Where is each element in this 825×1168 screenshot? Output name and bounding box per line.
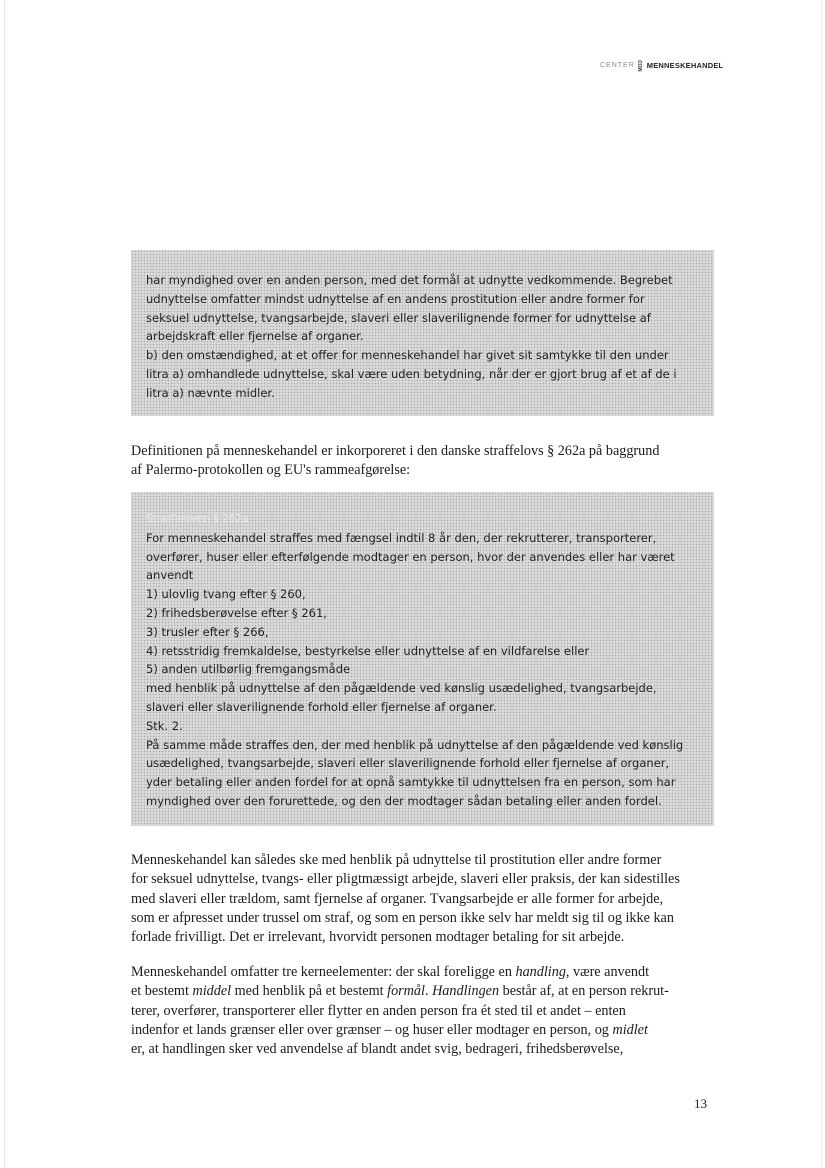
- emphasis-midlet: midlet: [612, 1021, 648, 1038]
- quote-line: slaveri eller slaverilignende forhold eller fjernelse af organer.: [146, 699, 497, 714]
- quote-line: litra a) omhandlede udnyttelse, skal være uden betydning, når der er gjort brug af et af de i: [146, 366, 677, 381]
- quote-line: arbejdskraft eller fjernelse af organer.: [146, 329, 364, 344]
- quote-line: usædelighed, tvangsarbejde, slaveri eller slaverilignende forhold eller fjernelse af organer,: [146, 756, 670, 771]
- paragraph-line: er, at handlingen sker ved anvendelse af blandt andet svig, bedrageri, frihedsberøvelse,: [131, 1041, 624, 1058]
- paragraph-core-elements: [131, 963, 721, 1059]
- paragraph-line: [131, 963, 721, 982]
- text-run: .: [424, 983, 433, 1000]
- text-run: indenfor et lands grænser eller over grænser – og huser eller modtager en person, og: [131, 1021, 613, 1038]
- quote-line: myndighed over den forurettede, og den der modtager sådan betaling eller anden fordel.: [146, 793, 662, 808]
- quote-line: Stk. 2.: [146, 718, 183, 733]
- scan-edge-right: [821, 0, 822, 1168]
- paragraph-line: Menneskehandel kan således ske med henblik på udnyttelse til prostitution eller andre former: [131, 852, 662, 868]
- quote-line: På samme måde straffes den, der med henblik på udnyttelse af den pågældende ved kønslig: [146, 737, 684, 752]
- quote-box-definition: [131, 250, 714, 416]
- page-number: 13: [694, 1096, 707, 1111]
- emphasis-middel: middel: [192, 983, 232, 1000]
- quote-line: yder betaling eller anden fordel for at opnå samtykke til udnyttelsen fra en person, som har: [146, 775, 676, 790]
- quote-line: For menneskehandel straffes med fængsel indtil 8 år den, der rekrutterer, transporterer,: [146, 530, 657, 545]
- scan-edge-left: [4, 0, 5, 1168]
- paragraph-line: af Palermo-protokollen og EU's rammeafgørelse:: [131, 462, 411, 479]
- center-mod-menneskehandel-logo: [600, 60, 723, 72]
- quote-box-straffeloven: [131, 492, 714, 826]
- paragraph-line: for seksuel udnyttelse, tvangs- eller pligtmæssigt arbejde, slaveri eller praksis, der kan sidestilles: [131, 871, 680, 888]
- emphasis-handlingen: Handlingen: [432, 983, 500, 1000]
- logo-menneskehandel-text: MENNESKEHANDEL: [646, 61, 724, 71]
- text-run: Menneskehandel omfatter tre kerneelementer: der skal foreligge en: [131, 964, 516, 980]
- quote-line: har myndighed over en anden person, med det formål at udnytte vedkommende. Begrebet: [146, 273, 673, 287]
- paragraph-line: [131, 982, 721, 1001]
- paragraph-definition-intro: [131, 442, 721, 481]
- quote-line: med henblik på udnyttelse af den pågældende ved kønslig usædelighed, tvangsarbejde,: [146, 681, 657, 696]
- emphasis-handling: handling: [515, 964, 566, 980]
- quote-line: 1) ulovlig tvang efter § 260,: [146, 587, 306, 602]
- paragraph-exploitation-forms: [131, 851, 721, 947]
- paragraph-line: [131, 1021, 721, 1040]
- quote-line: anvendt: [146, 568, 194, 583]
- quote-line: overfører, huser eller efterfølgende modtager en person, hvor der anvendes eller har været: [146, 549, 675, 564]
- text-run: består af, at en person rekrut-: [499, 983, 669, 1000]
- quote-line: seksuel udnyttelse, tvangsarbejde, slaveri eller slaverilignende former for udnyttelse af: [146, 310, 651, 325]
- text-run: med henblik på et bestemt: [231, 983, 388, 1000]
- text-run: et bestemt: [131, 983, 193, 1000]
- quote-line: 4) retsstridig fremkaldelse, bestyrkelse eller udnyttelse af en vildfarelse eller: [146, 643, 590, 658]
- quote-line: 5) anden utilbørlig fremgangsmåde: [146, 662, 351, 677]
- quote-line: 2) frihedsberøvelse efter § 261,: [146, 605, 327, 620]
- paragraph-line: med slaveri eller trældom, samt fjernelse af organer. Tvangsarbejde er alle former for arbejde,: [131, 890, 664, 907]
- logo-center-text: CENTER: [600, 62, 635, 70]
- quote-line: 3) trusler efter § 266,: [146, 624, 269, 639]
- logo-mod-text: MOD: [637, 60, 644, 72]
- emphasis-formaal: formål: [387, 983, 425, 1000]
- paragraph-line: terer, overfører, transporterer eller flytter en anden person fra ét sted til et andet – enten: [131, 1002, 626, 1019]
- paragraph-line: som er afpresset under trussel om straf, og som en person ikke selv har meldt sig til og ikke kan: [131, 909, 674, 926]
- text-run: , være anvendt: [565, 964, 650, 980]
- paragraph-line: forlade frivilligt. Det er irrelevant, hvorvidt personen modtager betaling for sit arbejde.: [131, 929, 625, 946]
- paragraph-line: Definitionen på menneskehandel er inkorporeret i den danske straffelovs § 262a på baggrund: [131, 443, 660, 459]
- quote-heading: Straffeloven § 262a: [146, 513, 249, 525]
- quote-line: udnyttelse omfatter mindst udnyttelse af en andens prostitution eller andre former for: [146, 291, 645, 306]
- quote-line: litra a) nævnte midler.: [146, 385, 275, 400]
- quote-line: b) den omstændighed, at et offer for menneskehandel har givet sit samtykke til den under: [146, 348, 669, 363]
